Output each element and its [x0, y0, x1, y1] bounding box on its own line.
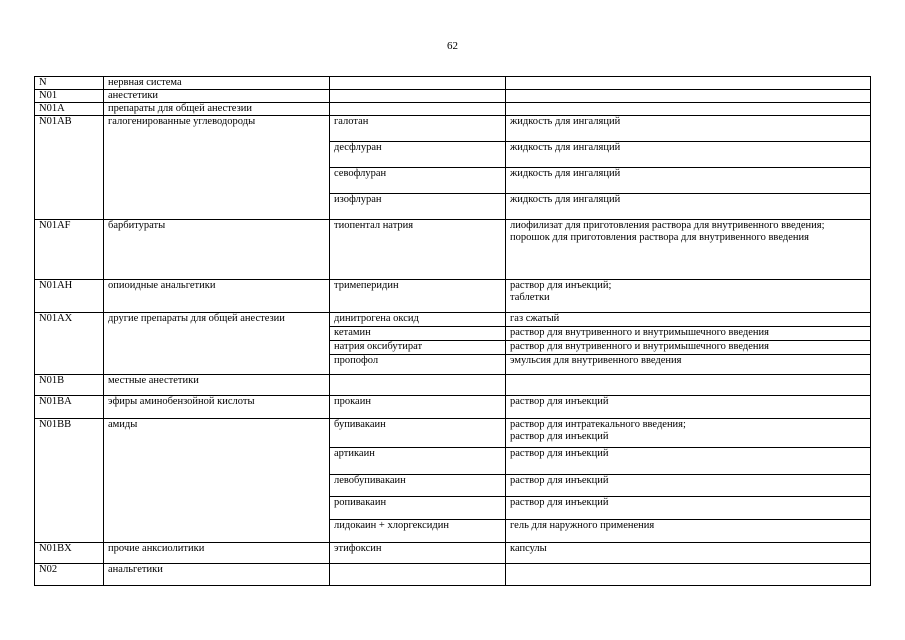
drug-name [330, 564, 506, 586]
group-name: эфиры аминобензойной кислоты [104, 396, 330, 419]
group-name: препараты для общей анестезии [104, 103, 330, 116]
dosage-form: раствор для инъекций [506, 497, 871, 520]
dosage-form: раствор для внутривенного и внутримышечного введения [506, 327, 871, 341]
drug-name: лидокаин + хлоргексидин [330, 520, 506, 543]
dosage-form [506, 280, 871, 313]
dosage-form: раствор для инъекций [506, 475, 871, 497]
page-number: 62 [447, 40, 458, 52]
drug-name: динитрогена оксид [330, 313, 506, 327]
dosage-form [506, 77, 871, 90]
drug-name: бупивакаин [330, 419, 506, 448]
table-row [35, 313, 871, 327]
dosage-form-line: раствор для инъекций [510, 431, 609, 442]
dosage-form: капсулы [506, 543, 871, 564]
dosage-form-line: раствор для инъекций; [510, 280, 612, 291]
drug-name: ропивакаин [330, 497, 506, 520]
dosage-form [506, 90, 871, 103]
drug-name: изофлуран [330, 194, 506, 220]
group-name: анестетики [104, 90, 330, 103]
drug-name: тримеперидин [330, 280, 506, 313]
group-name: прочие анксиолитики [104, 543, 330, 564]
table-row [35, 419, 871, 448]
table-row [35, 77, 871, 90]
group-name: опиоидные анальгетики [104, 280, 330, 313]
drug-name: десфлуран [330, 142, 506, 168]
dosage-form-line: лиофилизат для приготовления раствора для внутривенного введения; [510, 220, 825, 231]
drug-name [330, 90, 506, 103]
atc-code: N01B [35, 375, 104, 396]
drug-name: галотан [330, 116, 506, 142]
dosage-form: жидкость для ингаляций [506, 116, 871, 142]
dosage-form [506, 220, 871, 280]
table-row [35, 116, 871, 142]
table-row [35, 375, 871, 396]
atc-code: N01A [35, 103, 104, 116]
drug-name: артикаин [330, 448, 506, 475]
drug-classification-table [34, 76, 871, 586]
group-name: нервная система [104, 77, 330, 90]
atc-code: N01 [35, 90, 104, 103]
drug-name: пропофол [330, 355, 506, 375]
atc-code: N02 [35, 564, 104, 586]
table-row [35, 396, 871, 419]
atc-code: N01AH [35, 280, 104, 313]
atc-code: N01AX [35, 313, 104, 375]
atc-code: N01BA [35, 396, 104, 419]
group-name: другие препараты для общей анестезии [104, 313, 330, 375]
drug-name: прокаин [330, 396, 506, 419]
drug-name [330, 103, 506, 116]
dosage-form: жидкость для ингаляций [506, 168, 871, 194]
group-name: анальгетики [104, 564, 330, 586]
dosage-form-line: порошок для приготовления раствора для внутривенного введения [510, 232, 809, 243]
dosage-form-line: раствор для интратекального введения; [510, 419, 686, 430]
group-name: амиды [104, 419, 330, 543]
dosage-form: раствор для внутривенного и внутримышечного введения [506, 341, 871, 355]
atc-code: N01BX [35, 543, 104, 564]
dosage-form-line: таблетки [510, 292, 550, 303]
atc-code: N01AF [35, 220, 104, 280]
table-row [35, 543, 871, 564]
atc-code: N01AB [35, 116, 104, 220]
dosage-form: жидкость для ингаляций [506, 194, 871, 220]
drug-name [330, 77, 506, 90]
group-name: галогенированные углеводороды [104, 116, 330, 220]
table-row [35, 220, 871, 280]
dosage-form: гель для наружного применения [506, 520, 871, 543]
drug-name: тиопентал натрия [330, 220, 506, 280]
table-row [35, 564, 871, 586]
drug-name: левобупивакаин [330, 475, 506, 497]
dosage-form: раствор для инъекций [506, 396, 871, 419]
drug-name: севофлуран [330, 168, 506, 194]
dosage-form [506, 375, 871, 396]
atc-code: N01BB [35, 419, 104, 543]
dosage-form [506, 103, 871, 116]
drug-name: натрия оксибутират [330, 341, 506, 355]
atc-code: N [35, 77, 104, 90]
table-row [35, 103, 871, 116]
drug-name [330, 375, 506, 396]
dosage-form: газ сжатый [506, 313, 871, 327]
dosage-form [506, 419, 871, 448]
drug-name: кетамин [330, 327, 506, 341]
dosage-form: жидкость для ингаляций [506, 142, 871, 168]
dosage-form: раствор для инъекций [506, 448, 871, 475]
dosage-form [506, 564, 871, 586]
drug-name: этифоксин [330, 543, 506, 564]
table-row [35, 280, 871, 313]
table-row [35, 90, 871, 103]
dosage-form: эмульсия для внутривенного введения [506, 355, 871, 375]
group-name: местные анестетики [104, 375, 330, 396]
group-name: барбитураты [104, 220, 330, 280]
